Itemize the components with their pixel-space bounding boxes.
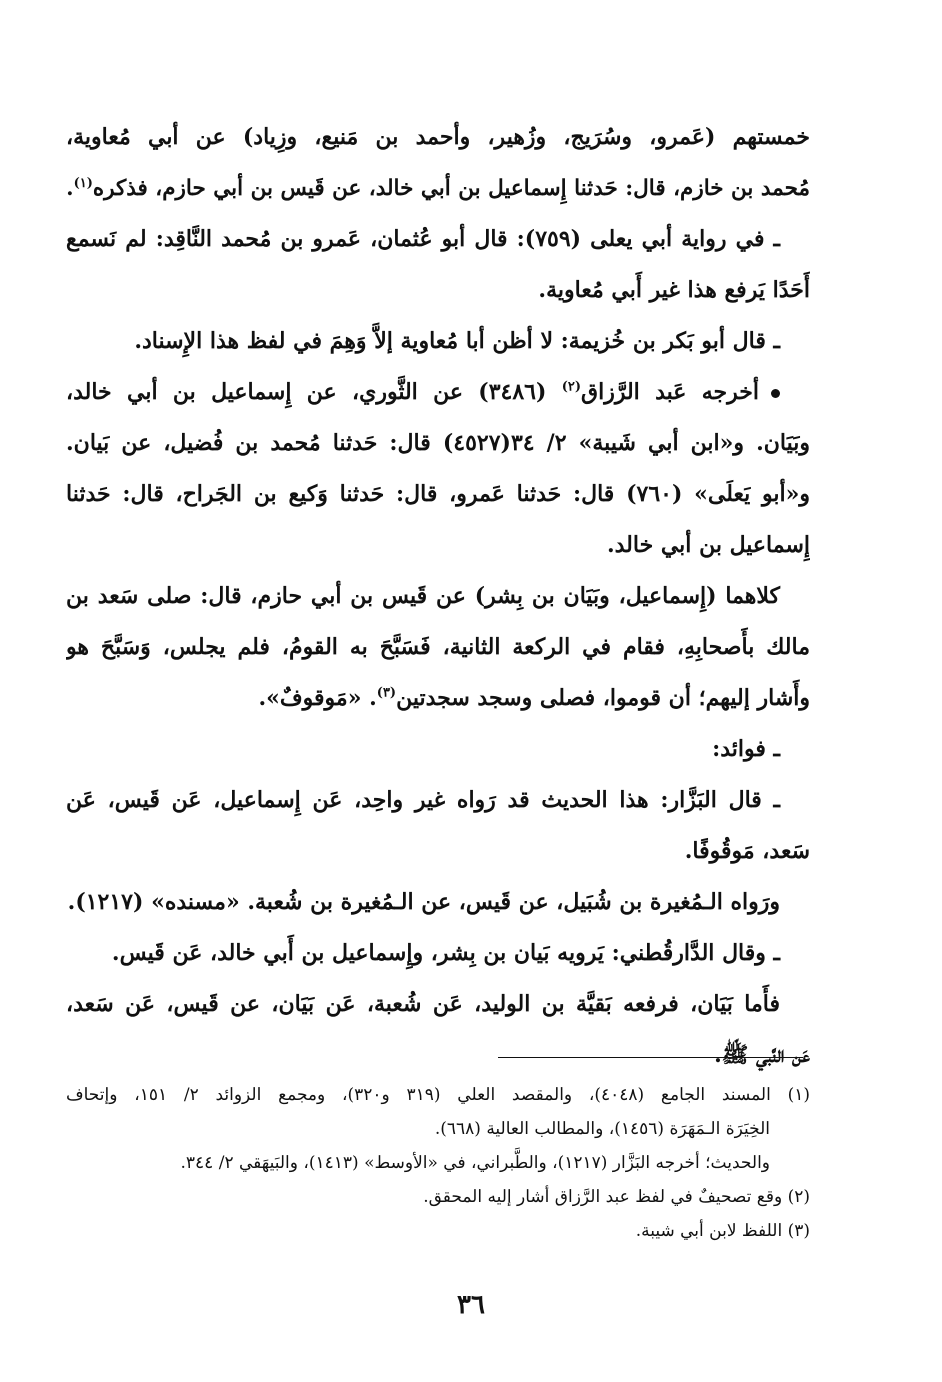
body-line: أَحَدًا يَرفع هذا غير أَبي مُعاوية.	[538, 277, 810, 303]
footnote-line: (٣) اللفظ لابن أبي شيبة.	[635, 1221, 810, 1241]
bullet-icon	[771, 389, 780, 398]
body-line: سَعد، مَوقُوفًا.	[684, 838, 810, 864]
body-line: مالك بأَصحابِهِ، فقام في الركعة الثانية، فَسَبَّحَ به القومُ، فلم يجلس، وَسَبَّحَ هو	[66, 634, 810, 660]
footnote-ref: (١)	[73, 175, 93, 191]
footnote-line: الخِيَرَة الـمَهَرَة (١٤٥٦)، والمطالب العالية (٦٦٨).	[434, 1119, 770, 1139]
body-line: مُحمد بن خازم، قال: حَدثنا إِسماعيل بن أبي خالد، عن قَيس بن أبي حازم، فذكره$^{(١)}$.	[66, 175, 810, 201]
body-line: وأَشار إليهم؛ أن قوموا، فصلى وسجد سجدتين$^{(٣)}$. «مَوقوفٌ».	[258, 685, 810, 711]
footnote-line: والحديث؛ أخرجه البَزَّار (١٢١٧)، والطَّبراني، في «الأوسط» (١٤١٣)، والبَيهَقي ٢/ ٣٤٤.	[180, 1153, 770, 1173]
body-line: إِسماعيل بن أبي خالد.	[606, 532, 810, 558]
page-number: ٣٦	[457, 1290, 485, 1320]
main-text	[66, 112, 810, 1081]
footnote-line: (٢) وقع تصحيفٌ في لفظ عبد الرَّزاق أشار إليه المحقق.	[423, 1187, 810, 1207]
body-line: أخرجه عَبد الرَّزاق$^{(٢)}$ (٣٤٨٦) عن الثَّوري، عن إِسماعيل بن أبي خالد،	[66, 367, 810, 418]
body-line: ـ قال البَزَّار: هذا الحديث قد رَواه غير واحِد، عَن إِسماعيل، عَن قَيس، عَن	[66, 787, 781, 813]
body-line: خمستهم (عَمرو، وسُرَيج، وزُهير، وأحمد بن مَنيع، وزِياد) عن أبي مُعاوية،	[66, 124, 810, 150]
body-line: ـ في رواية أبي يعلى (٧٥٩): قال أبو عُثمان، عَمرو بن مُحمد النَّاقِد: لم نَسمع	[66, 226, 780, 252]
body-line: ـ وقال الدَّارقُطني: يَرويه بَيان بن بِشر، وإِسماعيل بن أَبي خالد، عَن قَيس.	[111, 940, 780, 966]
body-line: وبَيَان. و«ابن أبي شَيبة» ٢/ ٣٤(٤٥٢٧) قال: حَدثنا مُحمد بن فُضيل، عن بَيان.	[66, 430, 810, 456]
body-line: فأَما بَيَان، فرفعه بَقيَّة بن الوليد، عَن شُعبة، عَن بَيَان، عن قَيس، عَن سَعد،	[66, 991, 780, 1017]
section-heading: ـ فوائد:	[712, 736, 780, 762]
body-line: ـ قال أبو بَكر بن خُزيمة: لا أظن أبا مُعاوية إلاَّ وَهِمَ في لفظ هذا الإِسناد.	[134, 328, 780, 354]
footnote-line: (١) المسند الجامع (٤٠٤٨)، والمقصد العلي (٣١٩ و٣٢٠)، ومجمع الزوائد ٢/ ١٥١، وإتحاف	[66, 1085, 810, 1105]
body-line: عَن النَّبي ﷺ.	[714, 1042, 810, 1068]
body-line: و«أبو يَعلَى» (٧٦٠) قال: حَدثنا عَمرو، قال: حَدثنا وَكيع بن الجَراح، قال: حَدثنا	[66, 481, 810, 507]
footnote-divider	[498, 1057, 803, 1058]
body-line: ورَواه الـمُغيرة بن شُبَيل، عن قَيس، عن الـمُغيرة بن شُعبة. «مسنده» (١٢١٧).	[67, 889, 780, 915]
footnote-ref: (٣)	[376, 685, 397, 701]
body-line: كلاهما (إِسماعيل، وبَيَان بن بِشر) عن قَيس بن أبي حازم، قال: صلى سَعد بن	[66, 583, 780, 609]
footnotes	[66, 1078, 810, 1248]
footnote-ref: (٢)	[561, 379, 582, 395]
